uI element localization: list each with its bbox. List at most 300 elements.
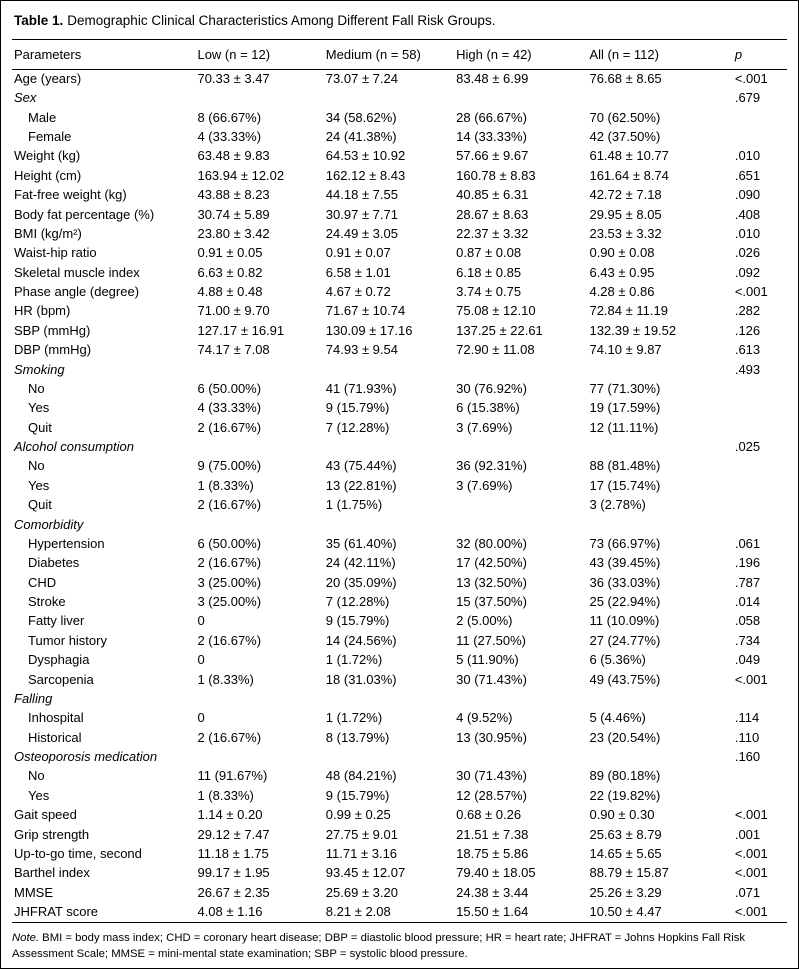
value-cell: 1 (1.75%) xyxy=(325,497,383,513)
p-value-cell: .160 xyxy=(734,749,761,765)
value-cell xyxy=(456,89,589,108)
value-cell: 1.14 ± 0.20 xyxy=(197,807,263,823)
value-cell: 25.26 ± 3.29 xyxy=(589,884,662,900)
col-header-low: Low (n = 12) xyxy=(197,39,325,69)
table-row xyxy=(12,283,787,302)
value-cell: 8 (13.79%) xyxy=(325,729,390,745)
value-cell: 70.33 ± 3.47 xyxy=(197,70,270,86)
p-value-cell: <.001 xyxy=(734,807,768,823)
value-cell: 12 (28.57%) xyxy=(456,787,527,803)
value-cell: 3 (2.78%) xyxy=(589,497,646,513)
row-label: DBP (mmHg) xyxy=(14,342,92,358)
p-value-cell: .493 xyxy=(734,361,761,377)
value-cell: 48 (84.21%) xyxy=(325,768,397,784)
row-label: Historical xyxy=(28,729,82,745)
header-row xyxy=(12,39,787,69)
p-value-cell xyxy=(735,476,787,495)
row-label: Hypertension xyxy=(28,535,105,551)
row-label: Dysphagia xyxy=(28,652,90,668)
row-label: No xyxy=(28,458,45,474)
value-cell xyxy=(589,438,734,457)
value-cell: 30 (71.43%) xyxy=(456,768,527,784)
value-cell xyxy=(326,515,456,534)
row-label: Stroke xyxy=(28,594,66,610)
p-value-cell: .734 xyxy=(734,632,761,648)
value-cell: 72.84 ± 11.19 xyxy=(589,303,668,319)
value-cell: 0.68 ± 0.26 xyxy=(456,807,522,823)
value-cell: 74.10 ± 9.87 xyxy=(589,342,662,358)
p-value-cell: .025 xyxy=(734,439,761,455)
value-cell: 43.88 ± 8.23 xyxy=(197,187,270,203)
table-row xyxy=(12,748,787,767)
row-label: Barthel index xyxy=(14,865,90,881)
table-row xyxy=(12,108,787,127)
value-cell: 25.63 ± 8.79 xyxy=(589,826,662,842)
row-label: Smoking xyxy=(14,361,65,377)
row-label: Osteoporosis medication xyxy=(14,749,158,765)
table-row xyxy=(12,651,787,670)
row-label: No xyxy=(28,380,45,396)
table-note xyxy=(12,931,787,963)
value-cell: 3 (7.69%) xyxy=(456,477,513,493)
demographics-table xyxy=(12,39,787,924)
value-cell: 10.50 ± 4.47 xyxy=(589,904,662,920)
value-cell: 22.37 ± 3.32 xyxy=(456,225,529,241)
p-value-cell xyxy=(735,515,787,534)
value-cell: 9 (15.79%) xyxy=(325,787,390,803)
value-cell: 0.99 ± 0.25 xyxy=(325,807,391,823)
value-cell: 23.80 ± 3.42 xyxy=(197,225,270,241)
value-cell: 4 (9.52%) xyxy=(456,710,513,726)
value-cell: 88.79 ± 15.87 xyxy=(589,865,669,881)
table-header xyxy=(12,39,787,69)
value-cell: 14 (24.56%) xyxy=(325,632,397,648)
value-cell: 13 (30.95%) xyxy=(456,729,527,745)
value-cell xyxy=(326,360,456,379)
col-header-all: All (n = 112) xyxy=(589,39,734,69)
value-cell xyxy=(197,748,325,767)
table-row xyxy=(12,903,787,923)
value-cell xyxy=(456,690,589,709)
value-cell: 7 (12.28%) xyxy=(325,594,390,610)
row-label: Yes xyxy=(28,477,50,493)
table-row xyxy=(12,225,787,244)
value-cell: 8 (66.67%) xyxy=(197,109,262,125)
table-row xyxy=(12,883,787,902)
value-cell xyxy=(197,515,325,534)
value-cell: 3 (25.00%) xyxy=(197,594,262,610)
p-value-cell: .408 xyxy=(734,206,761,222)
table-row xyxy=(12,806,787,825)
value-cell: 32 (80.00%) xyxy=(456,535,527,551)
row-label: Quit xyxy=(28,497,52,513)
row-label: Fat-free weight (kg) xyxy=(14,187,127,203)
row-label: Yes xyxy=(28,787,50,803)
value-cell: 4.67 ± 0.72 xyxy=(325,284,391,300)
value-cell: 2 (16.67%) xyxy=(197,555,262,571)
p-value-cell: .026 xyxy=(734,245,761,261)
value-cell: 43 (39.45%) xyxy=(589,555,661,571)
table-row xyxy=(12,302,787,321)
row-label: Grip strength xyxy=(14,826,90,842)
table-row xyxy=(12,147,787,166)
value-cell: 137.25 ± 22.61 xyxy=(456,322,543,338)
value-cell: 0 xyxy=(197,613,205,629)
p-value-cell: .613 xyxy=(734,342,761,358)
p-value-cell: .049 xyxy=(734,652,761,668)
value-cell: 4.28 ± 0.86 xyxy=(589,284,655,300)
row-label: Tumor history xyxy=(28,632,107,648)
row-label: Up-to-go time, second xyxy=(14,845,142,861)
value-cell xyxy=(456,438,589,457)
table-row xyxy=(12,535,787,554)
value-cell: 11.71 ± 3.16 xyxy=(325,845,398,861)
value-cell: 2 (5.00%) xyxy=(456,613,513,629)
value-cell: 6 (50.00%) xyxy=(197,380,262,396)
value-cell: 99.17 ± 1.95 xyxy=(197,865,270,881)
value-cell: 18.75 ± 5.86 xyxy=(456,845,529,861)
row-label: Sex xyxy=(14,90,37,106)
table-number: Table 1. xyxy=(14,13,64,28)
value-cell: 74.17 ± 7.08 xyxy=(197,342,270,358)
value-cell: 13 (32.50%) xyxy=(456,574,527,590)
value-cell: 17 (42.50%) xyxy=(456,555,527,571)
value-cell: 29.95 ± 8.05 xyxy=(589,206,662,222)
value-cell: 61.48 ± 10.77 xyxy=(589,148,669,164)
row-label: Weight (kg) xyxy=(14,148,81,164)
value-cell: 0 xyxy=(197,710,205,726)
value-cell: 6 (5.36%) xyxy=(589,652,646,668)
value-cell: 74.93 ± 9.54 xyxy=(325,342,398,358)
row-label: MMSE xyxy=(14,884,53,900)
value-cell: 163.94 ± 12.02 xyxy=(197,167,285,183)
row-label: Skeletal muscle index xyxy=(14,264,140,280)
value-cell: 160.78 ± 8.83 xyxy=(456,167,536,183)
value-cell: 41 (71.93%) xyxy=(325,380,397,396)
row-label: Female xyxy=(28,129,72,145)
row-label: Inhospital xyxy=(28,710,84,726)
value-cell: 83.48 ± 6.99 xyxy=(456,70,529,86)
value-cell: 30 (76.92%) xyxy=(456,380,527,396)
p-value-cell: .787 xyxy=(734,574,761,590)
value-cell: 14.65 ± 5.65 xyxy=(589,845,662,861)
value-cell xyxy=(589,748,734,767)
value-cell: 1 (8.33%) xyxy=(197,671,254,687)
value-cell: 162.12 ± 8.43 xyxy=(325,167,406,183)
value-cell: 4 (33.33%) xyxy=(197,400,262,416)
table-row xyxy=(12,864,787,883)
value-cell: 7 (12.28%) xyxy=(325,419,390,435)
value-cell: 35 (61.40%) xyxy=(325,535,397,551)
row-label: Fatty liver xyxy=(28,613,85,629)
value-cell: 0.91 ± 0.05 xyxy=(197,245,263,261)
p-value-cell xyxy=(735,786,787,805)
table-row xyxy=(12,515,787,534)
table-row xyxy=(12,457,787,476)
table-row xyxy=(12,69,787,89)
p-value-cell: .001 xyxy=(734,826,761,842)
p-value-cell: .092 xyxy=(734,264,761,280)
p-value-cell xyxy=(735,418,787,437)
value-cell: 23 (20.54%) xyxy=(589,729,661,745)
value-cell: 18 (31.03%) xyxy=(325,671,397,687)
value-cell: 2 (16.67%) xyxy=(197,729,262,745)
value-cell: 27 (24.77%) xyxy=(589,632,661,648)
table-row xyxy=(12,825,787,844)
value-cell xyxy=(456,496,589,515)
value-cell: 42.72 ± 7.18 xyxy=(589,187,662,203)
row-label: Gait speed xyxy=(14,807,77,823)
value-cell: 6.18 ± 0.85 xyxy=(456,264,522,280)
value-cell xyxy=(589,515,734,534)
value-cell: 6 (15.38%) xyxy=(456,400,520,416)
col-header-parameters: Parameters xyxy=(12,39,197,69)
table-row xyxy=(12,670,787,689)
p-value-cell: .090 xyxy=(734,187,761,203)
col-header-p: p xyxy=(735,39,787,69)
value-cell: 6.63 ± 0.82 xyxy=(197,264,263,280)
value-cell xyxy=(197,360,325,379)
value-cell xyxy=(326,690,456,709)
value-cell: 3 (7.69%) xyxy=(456,419,513,435)
p-value-cell xyxy=(735,108,787,127)
value-cell xyxy=(326,748,456,767)
value-cell xyxy=(589,89,734,108)
value-cell: 4.88 ± 0.48 xyxy=(197,284,263,300)
value-cell: 76.68 ± 8.65 xyxy=(589,70,662,86)
row-label: Phase angle (degree) xyxy=(14,284,140,300)
table-row xyxy=(12,554,787,573)
p-value-cell: <.001 xyxy=(734,284,768,300)
p-value-cell xyxy=(735,496,787,515)
value-cell: 73 (66.97%) xyxy=(589,535,661,551)
value-cell: 28.67 ± 8.63 xyxy=(456,206,529,222)
value-cell: 24.49 ± 3.05 xyxy=(325,225,398,241)
value-cell: 12 (11.11%) xyxy=(589,419,659,435)
value-cell: 70 (62.50%) xyxy=(589,109,661,125)
table-row xyxy=(12,360,787,379)
table-row xyxy=(12,418,787,437)
p-value-cell: .196 xyxy=(734,555,761,571)
note-label: Note. xyxy=(12,932,40,945)
col-header-medium: Medium (n = 58) xyxy=(326,39,456,69)
value-cell: 11.18 ± 1.75 xyxy=(197,845,269,861)
p-value-cell: <.001 xyxy=(734,845,768,861)
table-row xyxy=(12,244,787,263)
value-cell: 1 (8.33%) xyxy=(197,477,254,493)
table-row xyxy=(12,845,787,864)
table-row xyxy=(12,496,787,515)
value-cell: 2 (16.67%) xyxy=(197,419,262,435)
value-cell xyxy=(589,360,734,379)
row-label: SBP (mmHg) xyxy=(14,322,91,338)
row-label: Diabetes xyxy=(28,555,80,571)
value-cell: 64.53 ± 10.92 xyxy=(325,148,406,164)
table-row xyxy=(12,786,787,805)
p-value-cell: .071 xyxy=(734,884,761,900)
p-value-cell: .126 xyxy=(734,322,761,338)
value-cell: 8.21 ± 2.08 xyxy=(325,904,391,920)
p-value-cell: .010 xyxy=(734,148,761,164)
value-cell: 30.97 ± 7.71 xyxy=(325,206,398,222)
table-row xyxy=(12,205,787,224)
p-value-cell xyxy=(735,457,787,476)
value-cell xyxy=(197,690,325,709)
table-row xyxy=(12,767,787,786)
value-cell xyxy=(456,748,589,767)
row-label: Height (cm) xyxy=(14,167,82,183)
value-cell: 11 (27.50%) xyxy=(456,632,526,648)
value-cell: 11 (10.09%) xyxy=(589,613,660,629)
value-cell: 0.91 ± 0.07 xyxy=(325,245,391,261)
table-row xyxy=(12,128,787,147)
value-cell: 0.90 ± 0.08 xyxy=(589,245,655,261)
value-cell: 17 (15.74%) xyxy=(589,477,661,493)
table-row xyxy=(12,341,787,360)
value-cell: 0.90 ± 0.30 xyxy=(589,807,655,823)
col-header-high: High (n = 42) xyxy=(456,39,589,69)
value-cell: 127.17 ± 16.91 xyxy=(197,322,285,338)
value-cell: 2 (16.67%) xyxy=(197,497,262,513)
value-cell: 71.67 ± 10.74 xyxy=(325,303,406,319)
value-cell: 3 (25.00%) xyxy=(197,574,262,590)
p-value-cell: .014 xyxy=(734,594,761,610)
row-label: No xyxy=(28,768,45,784)
value-cell: 3.74 ± 0.75 xyxy=(456,284,522,300)
value-cell: 132.39 ± 19.52 xyxy=(589,322,677,338)
value-cell: 161.64 ± 8.74 xyxy=(589,167,669,183)
value-cell xyxy=(326,438,456,457)
row-label: CHD xyxy=(28,574,57,590)
value-cell: 25.69 ± 3.20 xyxy=(325,884,398,900)
p-value-cell: .058 xyxy=(734,613,761,629)
p-value-cell xyxy=(735,128,787,147)
table-body xyxy=(12,69,787,923)
value-cell: 30 (71.43%) xyxy=(456,671,527,687)
value-cell: 6.43 ± 0.95 xyxy=(589,264,655,280)
row-label: BMI (kg/m²) xyxy=(14,225,82,241)
value-cell: 1 (1.72%) xyxy=(325,710,383,726)
table-row xyxy=(12,89,787,108)
value-cell: 79.40 ± 18.05 xyxy=(456,865,536,881)
row-label: Waist-hip ratio xyxy=(14,245,97,261)
value-cell: 23.53 ± 3.32 xyxy=(589,225,662,241)
table-row xyxy=(12,399,787,418)
value-cell: 9 (75.00%) xyxy=(197,458,262,474)
table-row xyxy=(12,186,787,205)
value-cell: 130.09 ± 17.16 xyxy=(325,322,413,338)
value-cell: 11 (91.67%) xyxy=(197,768,268,784)
value-cell: 44.18 ± 7.55 xyxy=(325,187,398,203)
table-caption: Demographic Clinical Characteristics Among Different Fall Risk Groups. xyxy=(67,13,496,28)
table-row xyxy=(12,263,787,282)
row-label: JHFRAT score xyxy=(14,904,99,920)
table-row xyxy=(12,166,787,185)
row-label: Quit xyxy=(28,419,52,435)
table-row xyxy=(12,321,787,340)
table-row xyxy=(12,709,787,728)
note-text: BMI = body mass index; CHD = coronary heart disease; DBP = diastolic blood pressure; HR = heart rate; JHFRAT = Johns Hopkins Fall Risk Assessment Scale; MMSE = mini-mental state examination; SBP = systolic blood pressure. xyxy=(12,932,746,960)
value-cell: 1 (1.72%) xyxy=(325,652,383,668)
row-label: HR (bpm) xyxy=(14,303,71,319)
table-row xyxy=(12,612,787,631)
value-cell: 57.66 ± 9.67 xyxy=(456,148,529,164)
value-cell: 93.45 ± 12.07 xyxy=(325,865,406,881)
p-value-cell: <.001 xyxy=(734,671,768,687)
table-row xyxy=(12,573,787,592)
value-cell xyxy=(197,438,325,457)
value-cell: 22 (19.82%) xyxy=(589,787,661,803)
p-value-cell xyxy=(735,380,787,399)
row-label: Sarcopenia xyxy=(28,671,94,687)
value-cell: 27.75 ± 9.01 xyxy=(325,826,398,842)
value-cell xyxy=(456,515,589,534)
value-cell: 63.48 ± 9.83 xyxy=(197,148,270,164)
value-cell: 40.85 ± 6.31 xyxy=(456,187,529,203)
p-value-cell xyxy=(735,399,787,418)
value-cell: 4.08 ± 1.16 xyxy=(197,904,263,920)
value-cell: 24 (42.11%) xyxy=(325,555,396,571)
value-cell: 6.58 ± 1.01 xyxy=(325,264,391,280)
value-cell xyxy=(326,89,456,108)
value-cell: 42 (37.50%) xyxy=(589,129,661,145)
value-cell: 9 (15.79%) xyxy=(325,613,390,629)
table-row xyxy=(12,380,787,399)
table-row xyxy=(12,728,787,747)
value-cell: 6 (50.00%) xyxy=(197,535,262,551)
value-cell: 0.87 ± 0.08 xyxy=(456,245,522,261)
table-title xyxy=(14,12,787,30)
p-value-cell: .061 xyxy=(734,535,761,551)
value-cell: 25 (22.94%) xyxy=(589,594,661,610)
value-cell: 15.50 ± 1.64 xyxy=(456,904,529,920)
value-cell: 19 (17.59%) xyxy=(589,400,661,416)
table-row xyxy=(12,438,787,457)
value-cell xyxy=(456,360,589,379)
value-cell: 77 (71.30%) xyxy=(589,380,661,396)
row-label: Comorbidity xyxy=(14,516,84,532)
value-cell: 24 (41.38%) xyxy=(325,129,397,145)
p-value-cell xyxy=(735,690,787,709)
p-value-cell: .110 xyxy=(734,729,760,745)
value-cell: 49 (43.75%) xyxy=(589,671,661,687)
value-cell: 43 (75.44%) xyxy=(325,458,397,474)
value-cell xyxy=(589,690,734,709)
value-cell: 15 (37.50%) xyxy=(456,594,527,610)
value-cell: 34 (58.62%) xyxy=(325,109,397,125)
p-value-cell: <.001 xyxy=(734,904,768,920)
value-cell: 72.90 ± 11.08 xyxy=(456,342,535,358)
value-cell: 75.08 ± 12.10 xyxy=(456,303,536,319)
value-cell: 89 (80.18%) xyxy=(589,768,661,784)
row-label: Falling xyxy=(14,690,53,706)
p-value-cell: .679 xyxy=(734,90,761,106)
value-cell: 30.74 ± 5.89 xyxy=(197,206,270,222)
value-cell: 71.00 ± 9.70 xyxy=(197,303,270,319)
value-cell: 24.38 ± 3.44 xyxy=(456,884,529,900)
value-cell: 14 (33.33%) xyxy=(456,129,527,145)
p-value-cell: .114 xyxy=(734,710,760,726)
value-cell: 9 (15.79%) xyxy=(325,400,390,416)
p-value-cell: <.001 xyxy=(734,70,768,86)
value-cell: 21.51 ± 7.38 xyxy=(456,826,529,842)
row-label: Age (years) xyxy=(14,70,82,86)
table-row xyxy=(12,690,787,709)
value-cell: 73.07 ± 7.24 xyxy=(325,70,398,86)
value-cell: 20 (35.09%) xyxy=(325,574,397,590)
table-row xyxy=(12,631,787,650)
value-cell: 5 (11.90%) xyxy=(456,652,519,668)
